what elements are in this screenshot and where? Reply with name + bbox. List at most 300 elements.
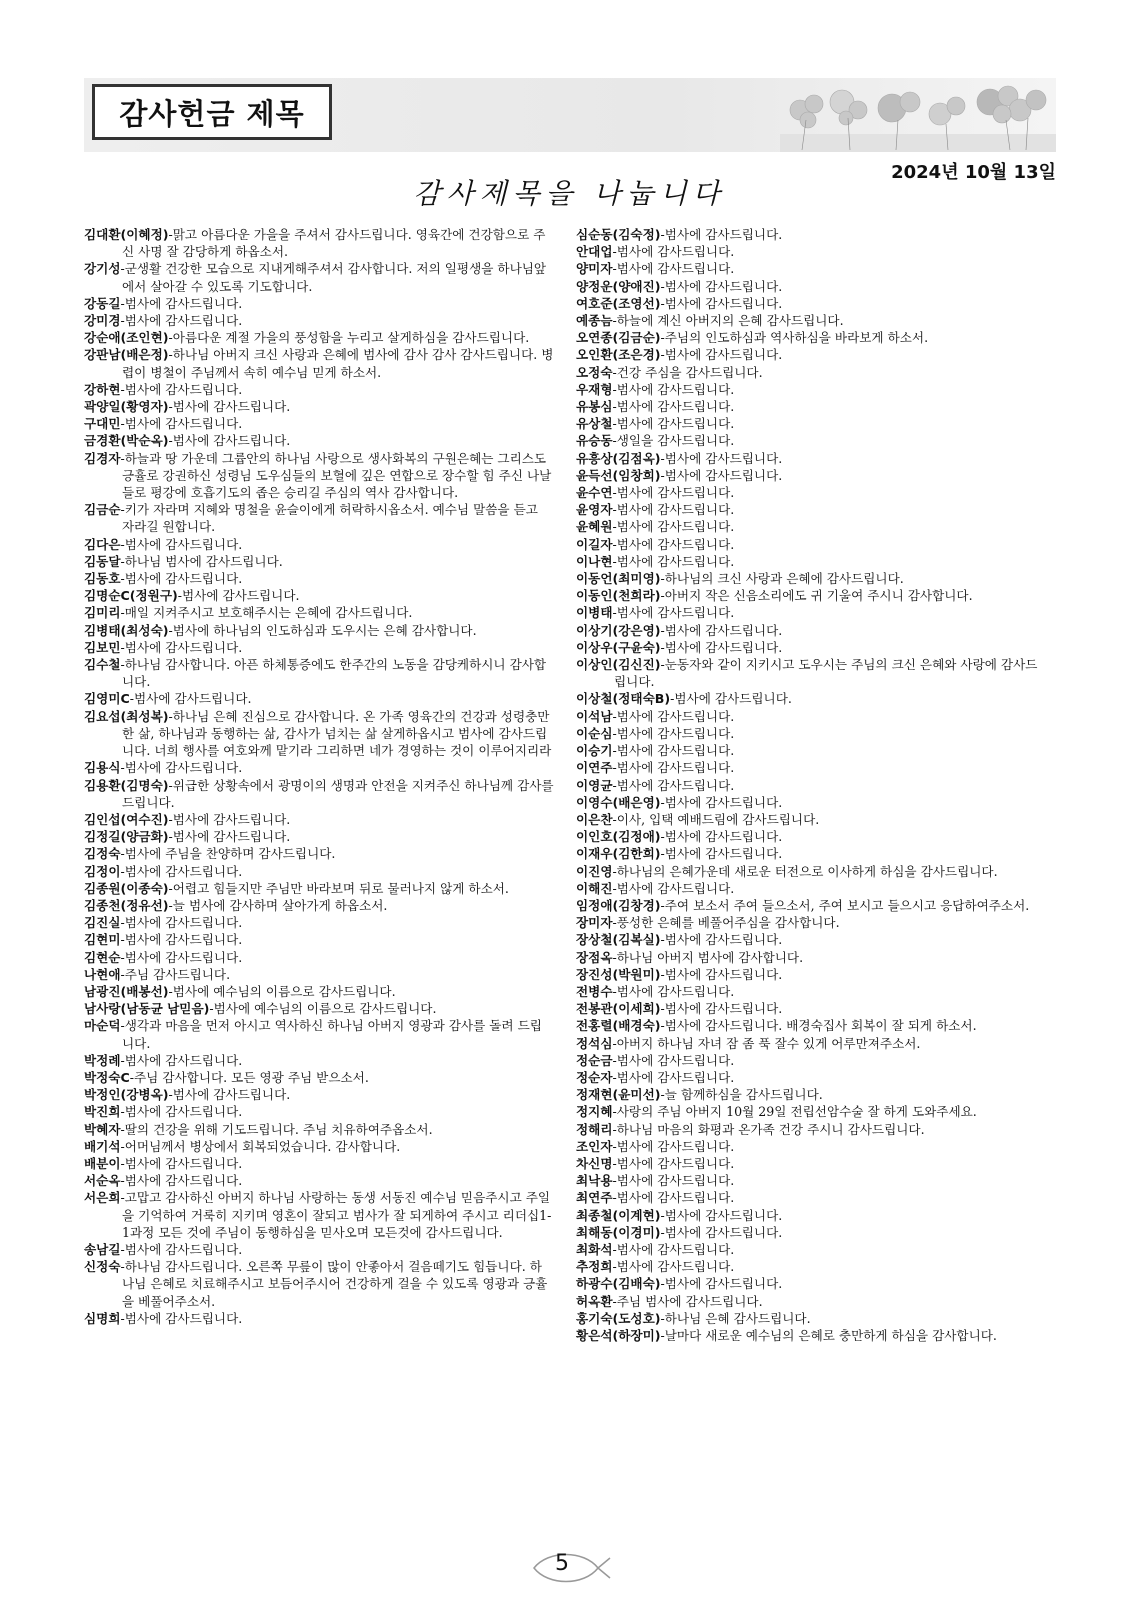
entry-text: -범사에 감사드립니다.	[168, 399, 291, 415]
entry-text: -하나님의 은혜가운데 새로운 터전으로 이사하게 하심을 감사드립니다.	[612, 863, 998, 879]
entry-text: -범사에 감사드립니다.	[660, 278, 783, 294]
prayer-entry	[576, 897, 1046, 914]
prayer-entry	[84, 949, 554, 966]
entry-name: 정재현(윤미선)	[576, 1087, 661, 1103]
entry-text: -범사에 감사드립니다.	[612, 743, 735, 759]
entry-name: 윤영자	[576, 502, 613, 518]
entry-name: 김명순C(정원구)	[84, 588, 178, 604]
page-number: 5	[555, 1551, 569, 1576]
prayer-entry	[84, 226, 554, 260]
prayer-entry	[84, 914, 554, 931]
entry-name: 심순동(김숙정)	[576, 227, 661, 242]
prayer-entry	[84, 880, 554, 897]
entry-text: -아버지 작은 신음소리에도 귀 기울여 주시니 감사합니다.	[660, 588, 973, 604]
entry-text: -늘 범사에 감사하며 살아가게 하옵소서.	[168, 897, 388, 913]
entry-name: 박혜자	[84, 1121, 121, 1137]
entry-text: -하나님 마음의 화평과 온가족 건강 주시니 감사드립니다.	[612, 1121, 925, 1137]
entry-text: -하늘과 땅 가운데 그륩안의 하나님 사랑으로 생사화복의 구원은혜는 그리스도 긍휼로 강권하신 성령님 도우심들의 보혈에 깊은 연합으로 장수할 힘 주신 나날들로 평강에 호흡기도의 좁은 승리길 주심의 역사 감사합니다.	[120, 450, 552, 501]
prayer-entry	[84, 1258, 554, 1310]
prayer-entry	[84, 1138, 554, 1155]
right-column	[576, 226, 1046, 1344]
prayer-entry	[84, 1017, 554, 1051]
entry-name: 이길자	[576, 536, 613, 552]
entry-text: -범사에 감사드립니다.	[612, 1259, 735, 1275]
prayer-entry	[84, 966, 554, 983]
entry-text: -범사에 감사드립니다.	[660, 450, 783, 466]
prayer-entry	[84, 415, 554, 432]
entry-text: -범사에 감사드립니다.	[612, 1173, 735, 1189]
entry-text: -범사에 감사드립니다.	[612, 519, 735, 535]
entry-name: 이영균	[576, 777, 613, 793]
entry-text: -생일을 감사드립니다.	[612, 433, 735, 449]
entry-text: -눈동자와 같이 지키시고 도우시는 주님의 크신 은혜와 사랑에 감사드립니다.	[614, 657, 1038, 690]
entry-text: -범사에 감사드립니다.	[660, 1276, 783, 1292]
entry-name: 배분이	[84, 1155, 121, 1171]
entry-text: -범사에 감사드립니다.	[120, 1052, 243, 1068]
entry-name: 김병태(최성숙)	[84, 622, 169, 638]
entry-name: 나현애	[84, 966, 121, 982]
entry-name: 홍기숙(도성호)	[576, 1310, 661, 1326]
entry-text: -범사에 감사드립니다.	[120, 949, 243, 965]
prayer-entry	[576, 450, 1046, 467]
prayer-entry	[576, 1310, 1046, 1327]
entry-name: 정지혜	[576, 1104, 613, 1120]
entry-text: -범사에 감사드립니다.	[670, 691, 792, 707]
entry-text: -범사에 감사드립니다.	[612, 725, 735, 741]
prayer-entry	[576, 690, 1046, 707]
prayer-entry	[576, 415, 1046, 432]
prayer-entry	[576, 622, 1046, 639]
entry-text: -범사에 감사드립니다.	[660, 1001, 783, 1017]
prayer-entry	[84, 863, 554, 880]
prayer-entry	[84, 656, 554, 690]
prayer-entry	[576, 845, 1046, 862]
prayer-entry	[576, 656, 1046, 690]
prayer-entry	[84, 587, 554, 604]
page-title: 감사헌금 제목	[92, 84, 332, 140]
entry-name: 전홍렬(배경숙)	[576, 1018, 661, 1034]
entry-name: 전봉관(이세희)	[576, 1001, 661, 1017]
prayer-entry	[84, 570, 554, 587]
prayer-entry	[576, 381, 1046, 398]
entry-text: -아름다운 계절 가을의 풍성함을 누리고 살게하심을 감사드립니다.	[168, 330, 530, 346]
entry-name: 이나현	[576, 553, 613, 569]
entry-text: -범사에 감사드립니다.	[660, 1207, 783, 1223]
prayer-entry	[84, 260, 554, 294]
prayer-entry	[576, 639, 1046, 656]
prayer-entry	[576, 708, 1046, 725]
entry-name: 김종천(정유선)	[84, 897, 169, 913]
entry-text: -범사에 감사드립니다.	[612, 983, 735, 999]
prayer-entry	[84, 432, 554, 449]
entry-name: 정석심	[576, 1035, 613, 1051]
prayer-entry	[576, 467, 1046, 484]
prayer-entry	[576, 777, 1046, 794]
entry-text: -범사에 감사드립니다.	[660, 794, 783, 810]
entry-name: 이연주	[576, 760, 613, 776]
left-column	[84, 226, 554, 1327]
prayer-entry	[84, 690, 554, 707]
prayer-entry	[84, 1121, 554, 1138]
prayer-entry	[84, 398, 554, 415]
prayer-entry	[576, 742, 1046, 759]
entry-name: 정해리	[576, 1121, 613, 1137]
entry-text: -범사에 감사드립니다.	[612, 502, 735, 518]
entry-text: -주여 보소서 주여 들으소서, 주여 보시고 들으시고 응답하여주소서.	[660, 897, 1030, 913]
entry-name: 최종철(이계현)	[576, 1207, 661, 1223]
entry-name: 윤수연	[576, 485, 613, 501]
prayer-entry	[576, 518, 1046, 535]
entry-text: -매일 지켜주시고 보호해주시는 은혜에 감사드립니다.	[120, 605, 413, 621]
entry-text: -하나님 은혜 진심으로 감사합니다. 온 가족 영육간의 건강과 성령충만한 삶, 하나님과 동행하는 삶, 감사가 넘치는 삶 살게하옵시고 범사에 감사드립니다. 너희 행사를 여호와께 맡기라 그리하면 네가 경영하는 것이 이루어지리라	[122, 708, 552, 759]
entry-text: -딸의 건강을 위해 기도드립니다. 주님 치유하여주옵소서.	[120, 1121, 433, 1137]
entry-text: -범사에 감사드립니다.	[120, 1104, 243, 1120]
prayer-entry	[576, 931, 1046, 948]
entry-text: -하나님 아버지 크신 사랑과 은혜에 범사에 감사 감사 감사드립니다. 병렵이 병철이 주님께서 속히 예수님 믿게 하소서.	[122, 347, 554, 380]
prayer-entry	[576, 1293, 1046, 1310]
entry-text: -범사에 감사드립니다.	[660, 639, 783, 655]
entry-name: 김수철	[84, 657, 121, 673]
prayer-entry	[576, 226, 1046, 243]
entry-name: 최낙용	[576, 1173, 613, 1189]
prayer-entry	[84, 1155, 554, 1172]
entry-text: -풍성한 은혜를 베풀어주심을 감사합니다.	[612, 915, 840, 931]
prayer-entry	[576, 949, 1046, 966]
prayer-entry	[576, 1172, 1046, 1189]
entry-name: 김동호	[84, 571, 121, 587]
entry-name: 최연주	[576, 1190, 613, 1206]
entry-name: 윤혜원	[576, 519, 613, 535]
prayer-entry	[576, 260, 1046, 277]
entry-text: -범사에 감사드립니다.	[612, 1190, 735, 1206]
entry-name: 김정숙	[84, 846, 121, 862]
entry-text: -범사에 감사드립니다.	[660, 829, 783, 845]
entry-text: -범사에 감사드립니다.	[660, 1224, 783, 1240]
prayer-entry	[84, 312, 554, 329]
prayer-entry	[576, 1275, 1046, 1292]
prayer-entry	[84, 346, 554, 380]
entry-text: -범사에 감사드립니다.	[168, 829, 291, 845]
entry-text: -범사에 하나님의 인도하심과 도우시는 은혜 감사합니다.	[168, 622, 477, 638]
entry-text: -범사에 감사드립니다.	[660, 227, 783, 242]
entry-name: 박정인(강병옥)	[84, 1087, 169, 1103]
entry-text: -범사에 예수님의 이름으로 감사드립니다.	[209, 1001, 437, 1017]
entry-name: 김보민	[84, 639, 121, 655]
entry-name: 이순심	[576, 725, 613, 741]
entry-text: -범사에 감사드립니다.	[168, 811, 291, 827]
entry-name: 최해동(이경미)	[576, 1224, 661, 1240]
entry-text: -범사에 감사드립니다.	[120, 536, 243, 552]
prayer-entry	[84, 983, 554, 1000]
prayer-entry	[576, 759, 1046, 776]
entry-name: 오연종(김금순)	[576, 330, 661, 346]
entry-name: 김요섭(최성복)	[84, 708, 169, 724]
entry-name: 신정숙	[84, 1259, 121, 1275]
prayer-entry	[84, 381, 554, 398]
entry-text: -고맙고 감사하신 아버지 하나님 사랑하는 동생 서동진 예수님 믿음주시고 주일을 기억하여 거룩히 지키며 영혼이 잘되고 범사가 잘 되게하여 주시고 리더십1-1과정 모든 것에 주님이 동행하심을 믿사오며 모든것에 감사드립니다.	[120, 1190, 552, 1240]
prayer-entry	[576, 587, 1046, 604]
entry-name: 장점옥	[576, 949, 613, 965]
entry-name: 김현순	[84, 949, 121, 965]
entry-text: -늘 함께하심을 감사드립니다.	[660, 1087, 823, 1103]
entry-text: -범사에 감사드립니다.	[120, 1310, 243, 1326]
prayer-entry	[84, 1189, 554, 1241]
entry-text: -범사에 감사드립니다.	[120, 760, 243, 776]
entry-text: -범사에 감사드립니다.	[612, 381, 735, 397]
prayer-entry	[576, 432, 1046, 449]
entry-name: 김용환(김명숙)	[84, 777, 169, 793]
entry-name: 장미자	[576, 915, 613, 931]
entry-text: -범사에 감사드립니다.	[660, 295, 783, 311]
entry-text: -범사에 감사드립니다.	[660, 467, 783, 483]
prayer-entry	[576, 1052, 1046, 1069]
prayer-entry	[84, 777, 554, 811]
prayer-entry	[84, 536, 554, 553]
entry-text: -범사에 감사드립니다.	[612, 605, 735, 621]
prayer-entry	[84, 1086, 554, 1103]
prayer-entry	[576, 278, 1046, 295]
prayer-entry	[576, 914, 1046, 931]
prayer-entry	[84, 1310, 554, 1327]
entry-text: -사랑의 주님 아버지 10월 29일 전립선암수술 잘 하게 도와주세요.	[612, 1104, 977, 1120]
entry-name: 남광진(배봉선)	[84, 983, 169, 999]
entry-name: 이진영	[576, 863, 613, 879]
entry-name: 우재형	[576, 381, 613, 397]
entry-name: 김다은	[84, 536, 121, 552]
entry-text: -범사에 감사드립니다.	[120, 1173, 243, 1189]
entry-text: -이사, 입택 예배드림에 감사드립니다.	[612, 811, 820, 827]
entry-text: -주님 감사드립니다.	[120, 966, 231, 982]
entry-name: 김동달	[84, 553, 121, 569]
entry-text: -어렵고 힘들지만 주님만 바라보며 뒤로 물러나지 않게 하소서.	[168, 880, 509, 896]
entry-text: -범사에 감사드립니다.	[612, 1241, 735, 1257]
entry-text: -범사에 감사드립니다.	[177, 588, 300, 604]
entry-text: -범사에 감사드립니다.	[612, 416, 735, 432]
entry-text: -하나님 감사합니다. 아픈 하체통증에도 한주간의 노동을 감당케하시니 감사합니다.	[120, 657, 547, 690]
prayer-entry	[576, 1241, 1046, 1258]
entry-name: 이해진	[576, 880, 613, 896]
entry-name: 남사랑(남동균 남믿음)	[84, 1001, 210, 1017]
prayer-entry	[84, 1241, 554, 1258]
entry-text: -어머님께서 병상에서 회복되었습니다. 감사합니다.	[120, 1138, 401, 1154]
flower-bouquet-icon	[780, 80, 1056, 152]
entry-text: -범사에 감사드립니다.	[168, 433, 291, 449]
entry-name: 박진희	[84, 1104, 121, 1120]
entry-name: 하광수(김배숙)	[576, 1276, 661, 1292]
prayer-entry	[84, 708, 554, 760]
entry-name: 유승동	[576, 433, 613, 449]
entry-name: 강순애(조인현)	[84, 330, 169, 346]
prayer-entry	[576, 1189, 1046, 1206]
prayer-entry	[576, 880, 1046, 897]
prayer-entry	[576, 364, 1046, 381]
entry-name: 김정이	[84, 863, 121, 879]
entry-text: -범사에 감사드립니다.	[120, 1155, 243, 1171]
prayer-entry	[576, 1121, 1046, 1138]
entry-text: -범사에 감사드립니다. 배경숙집사 회복이 잘 되게 하소서.	[660, 1018, 977, 1034]
entry-text: -범사에 감사드립니다.	[120, 915, 243, 931]
entry-name: 허옥환	[576, 1293, 613, 1309]
entry-text: -범사에 감사드립니다.	[120, 313, 243, 329]
entry-name: 양미자	[576, 261, 613, 277]
entry-text: -범사에 감사드립니다.	[660, 932, 783, 948]
prayer-entry	[576, 346, 1046, 363]
prayer-entry	[84, 1103, 554, 1120]
entry-name: 장진성(박원미)	[576, 966, 661, 982]
prayer-entry	[84, 295, 554, 312]
entry-name: 전병수	[576, 983, 613, 999]
prayer-entry	[84, 450, 554, 502]
entry-name: 정순자	[576, 1069, 613, 1085]
entry-name: 강미경	[84, 313, 121, 329]
prayer-entry	[576, 794, 1046, 811]
entry-text: -범사에 감사드립니다.	[120, 863, 243, 879]
entry-text: -위급한 상황속에서 광명이의 생명과 안전을 지켜주신 하나님께 감사를 드립니다.	[122, 777, 554, 810]
prayer-entry	[576, 398, 1046, 415]
prayer-entry	[576, 828, 1046, 845]
entry-name: 이상철(정태숙B)	[576, 691, 671, 707]
prayer-entry	[576, 1155, 1046, 1172]
entry-name: 최화석	[576, 1241, 613, 1257]
entry-text: -키가 자라며 지혜와 명철을 윤슬이에게 허락하시옵소서. 예수님 말씀을 듣고 자라길 원합니다.	[120, 502, 538, 535]
entry-text: -범사에 감사드립니다.	[168, 1087, 291, 1103]
entry-text: -주님의 인도하심과 역사하심을 바라보게 하소서.	[660, 330, 929, 346]
issue-date: 2024년 10월 13일	[891, 162, 1056, 183]
entry-name: 이은찬	[576, 811, 613, 827]
entry-name: 이동인(천희라)	[576, 588, 661, 604]
entry-text: -범사에 감사드립니다.	[120, 639, 243, 655]
entry-text: -건강 주심을 감사드립니다.	[612, 364, 763, 380]
entry-name: 이영수(배은영)	[576, 794, 661, 810]
entry-name: 김미리	[84, 605, 121, 621]
entry-text: -범사에 주님을 찬양하며 감사드립니다.	[120, 846, 336, 862]
entry-name: 차신명	[576, 1155, 613, 1171]
entry-name: 유상철	[576, 416, 613, 432]
entry-text: -범사에 감사드립니다.	[612, 760, 735, 776]
entry-name: 서은희	[84, 1190, 121, 1206]
prayer-entry	[84, 828, 554, 845]
entry-name: 김금순	[84, 502, 121, 518]
prayer-entry	[576, 1017, 1046, 1034]
entry-name: 장상철(김복실)	[576, 932, 661, 948]
entry-text: -범사에 예수님의 이름으로 감사드립니다.	[168, 983, 396, 999]
entry-text: -아버지 하나님 자녀 잠 좀 푹 잘수 있게 어루만져주소서.	[612, 1035, 921, 1051]
entry-text: -하나님 은혜 감사드립니다.	[660, 1310, 811, 1326]
prayer-entry	[576, 570, 1046, 587]
entry-text: -범사에 감사드립니다.	[660, 347, 783, 363]
entry-text: -범사에 감사드립니다.	[120, 932, 243, 948]
entry-name: 심명희	[84, 1310, 121, 1326]
entry-name: 윤득선(임창희)	[576, 467, 661, 483]
entry-name: 김경자	[84, 450, 121, 466]
entry-name: 오인환(조은경)	[576, 347, 661, 363]
entry-text: -범사에 감사드립니다.	[612, 1052, 735, 1068]
entry-name: 황은석(하장미)	[576, 1328, 661, 1343]
prayer-entry	[576, 811, 1046, 828]
entry-name: 강하현	[84, 381, 121, 397]
entry-text: -범사에 감사드립니다.	[129, 691, 252, 707]
entry-name: 곽양일(황영자)	[84, 399, 169, 415]
prayer-entry	[84, 931, 554, 948]
prayer-entry	[84, 639, 554, 656]
entry-name: 김현미	[84, 932, 121, 948]
entry-name: 금경환(박순옥)	[84, 433, 169, 449]
entry-name: 이동언(최미영)	[576, 571, 661, 587]
prayer-entry	[576, 1224, 1046, 1241]
prayer-entry	[84, 553, 554, 570]
entry-text: -범사에 감사드립니다.	[612, 708, 735, 724]
prayer-entry	[576, 484, 1046, 501]
entry-text: -범사에 감사드립니다.	[612, 261, 735, 277]
prayer-entry	[576, 604, 1046, 621]
prayer-entry	[576, 1103, 1046, 1120]
entry-name: 조인자	[576, 1138, 613, 1154]
entry-name: 강기성	[84, 261, 121, 277]
prayer-entry	[576, 863, 1046, 880]
prayer-entry	[576, 983, 1046, 1000]
entry-text: -범사에 감사드립니다.	[120, 571, 243, 587]
entry-name: 이상기(강은영)	[576, 622, 661, 638]
entry-text: -범사에 감사드립니다.	[612, 553, 735, 569]
entry-text: -주님 감사합니다. 모든 영광 주님 받으소서.	[129, 1069, 369, 1085]
prayer-entry	[576, 1207, 1046, 1224]
prayer-entry	[576, 243, 1046, 260]
entry-name: 이병태	[576, 605, 613, 621]
entry-text: -범사에 감사드립니다.	[612, 880, 735, 896]
entry-name: 박정숙C	[84, 1069, 130, 1085]
prayer-entry	[84, 1000, 554, 1017]
entry-name: 김진실	[84, 915, 121, 931]
entry-text: -범사에 감사드립니다.	[612, 1155, 735, 1171]
entry-text: -생각과 마음을 먼저 아시고 역사하신 하나님 아버지 영광과 감사를 돌려 드립니다.	[120, 1018, 542, 1051]
entry-text: -범사에 감사드립니다.	[612, 777, 735, 793]
entry-name: 김인섭(여수진)	[84, 811, 169, 827]
entry-name: 마순덕	[84, 1018, 121, 1034]
prayer-entry	[84, 1052, 554, 1069]
entry-name: 유흥상(김점옥)	[576, 450, 661, 466]
prayer-entry	[576, 966, 1046, 983]
prayer-entry	[84, 604, 554, 621]
entry-name: 이인호(김정애)	[576, 829, 661, 845]
entry-name: 김영미C	[84, 691, 130, 707]
prayer-entry	[576, 501, 1046, 518]
entry-text: -하늘에 계신 아버지의 은혜 감사드립니다.	[612, 313, 844, 329]
entry-text: -범사에 감사드립니다.	[612, 399, 735, 415]
entry-text: -하나님 범사에 감사드립니다.	[120, 553, 283, 569]
entry-name: 예종늠	[576, 313, 613, 329]
entry-name: 김대환(이혜정)	[84, 227, 169, 242]
entry-text: -범사에 감사드립니다.	[120, 1241, 243, 1257]
prayer-entry	[576, 312, 1046, 329]
entry-name: 김종원(이종숙)	[84, 880, 169, 896]
entry-text: -하나님 감사드립니다. 오른쪽 무릎이 많이 안좋아서 걸음떼기도 힘듭니다. 하나님 은혜로 치료해주시고 보듬어주시어 건강하게 걸을 수 있도록 영광과 긍휼을 베풀어주소서.	[120, 1259, 548, 1309]
prayer-entry	[576, 1086, 1046, 1103]
prayer-entry	[576, 295, 1046, 312]
section-subtitle: 감사제목을 나눕니다	[413, 177, 726, 210]
prayer-entry	[84, 501, 554, 535]
prayer-entry	[576, 1035, 1046, 1052]
prayer-entry	[84, 759, 554, 776]
prayer-entry	[576, 536, 1046, 553]
entry-name: 김용식	[84, 760, 121, 776]
entry-name: 이상우(구윤숙)	[576, 639, 661, 655]
entry-text: -범사에 감사드립니다.	[120, 295, 243, 311]
entry-name: 서순옥	[84, 1173, 121, 1189]
prayer-entry	[576, 1138, 1046, 1155]
entry-name: 김정길(양금화)	[84, 829, 169, 845]
entry-name: 양정운(양애진)	[576, 278, 661, 294]
entry-name: 오정숙	[576, 364, 613, 380]
